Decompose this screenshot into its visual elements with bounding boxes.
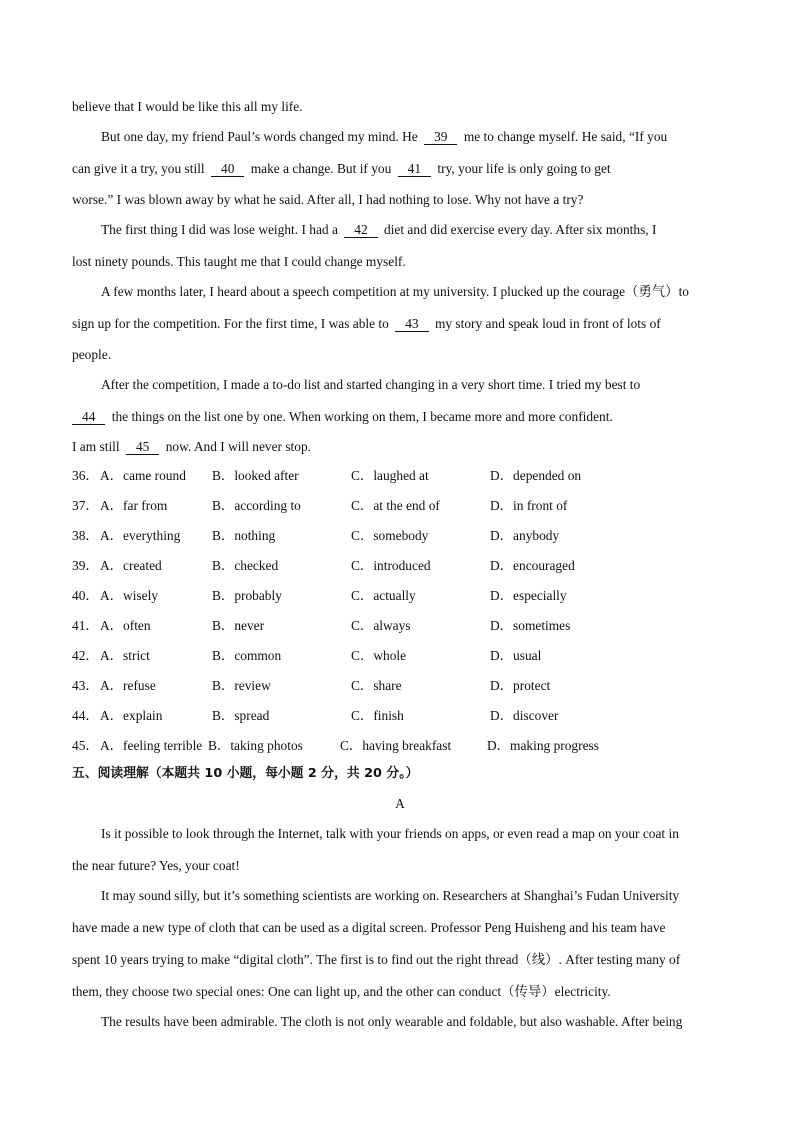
blank-42: 42 — [344, 222, 377, 238]
passage-text: The first thing I did was lose weight. I had a — [101, 222, 338, 237]
passage-line — [72, 160, 611, 178]
reading-line: spent 10 years trying to make “digital cloth”. The first is to find out the right thread（线）. After testing many of — [72, 952, 681, 967]
passage-line: After the competition, I made a to-do list and started changing in a very short time. I tried my best to — [101, 377, 641, 392]
option-a: A．far from — [100, 498, 168, 513]
passage-line — [72, 315, 661, 333]
option-c: C．at the end of — [351, 498, 440, 513]
blank-45: 45 — [126, 439, 159, 455]
passage-text: sign up for the competition. For the first time, I was able to — [72, 316, 389, 331]
option-d: D．encouraged — [490, 558, 575, 573]
passage-line: people. — [72, 347, 112, 362]
option-b: B．according to — [212, 498, 301, 513]
passage-line: worse.” I was blown away by what he said. After all, I had nothing to lose. Why not have a try? — [72, 192, 584, 207]
option-d: D．usual — [490, 648, 542, 663]
blank-43: 43 — [395, 316, 428, 332]
question-row — [72, 587, 732, 605]
question-number: 38． — [72, 528, 99, 543]
option-b: B．never — [212, 618, 265, 633]
option-c: C．laughed at — [351, 468, 429, 483]
question-number: 44． — [72, 708, 99, 723]
option-c: C．share — [351, 678, 402, 693]
passage-text: the things on the list one by one. When working on them, I became more and more confident. — [111, 409, 613, 424]
option-d: D．in front of — [490, 498, 568, 513]
question-row — [72, 677, 732, 695]
section-heading: 五、阅读理解（本题共 10 小题，每小题 2 分，共 20 分。） — [72, 766, 419, 781]
passage-line: A few months later, I heard about a speech competition at my university. I plucked up the courage（勇气）to — [101, 284, 689, 299]
blank-44: 44 — [72, 409, 105, 425]
question-number: 40． — [72, 588, 99, 603]
reading-line: them, they choose two special ones: One can light up, and the other can conduct（传导）electricity. — [72, 984, 611, 999]
option-d: D．depended on — [490, 468, 582, 483]
option-b: B．looked after — [212, 468, 299, 483]
question-row — [72, 647, 732, 665]
passage-text: can give it a try, you still — [72, 161, 205, 176]
question-number: 36． — [72, 468, 99, 483]
question-number: 37． — [72, 498, 99, 513]
blank-40: 40 — [211, 161, 244, 177]
option-b: B．checked — [212, 558, 279, 573]
reading-line: Is it possible to look through the Internet, talk with your friends on apps, or even read a map on your coat in — [101, 826, 679, 841]
passage-label: A — [395, 796, 405, 811]
option-a: A．often — [100, 618, 151, 633]
question-number: 41． — [72, 618, 99, 633]
question-row — [72, 707, 732, 725]
passage-text: But one day, my friend Paul’s words changed my mind. He — [101, 129, 418, 144]
option-b: B．probably — [212, 588, 282, 603]
option-b: B．taking photos — [208, 738, 303, 753]
option-a: A．wisely — [100, 588, 159, 603]
reading-line: It may sound silly, but it’s something scientists are working on. Researchers at Shanghai’s Fudan University — [101, 888, 680, 903]
passage-line — [72, 438, 311, 456]
option-b: B．review — [212, 678, 271, 693]
option-d: D．discover — [490, 708, 559, 723]
option-a: A．everything — [100, 528, 181, 543]
option-c: C．always — [351, 618, 411, 633]
option-b: B．nothing — [212, 528, 276, 543]
option-b: B．common — [212, 648, 282, 663]
option-a: A．feeling terrible — [100, 738, 203, 753]
option-d: D．especially — [490, 588, 567, 603]
question-row — [72, 527, 732, 545]
passage-line — [101, 221, 656, 239]
passage-text: now. And I will never stop. — [165, 439, 312, 454]
passage-line: believe that I would be like this all my life. — [72, 99, 303, 114]
question-number: 45． — [72, 738, 99, 753]
question-number: 43． — [72, 678, 99, 693]
option-c: C．somebody — [351, 528, 429, 543]
question-row — [72, 557, 732, 575]
option-d: D．making progress — [487, 738, 599, 753]
passage-text: my story and speak loud in front of lots of — [434, 316, 661, 331]
option-c: C．having breakfast — [340, 738, 452, 753]
option-a: A．created — [100, 558, 162, 573]
option-a: A．explain — [100, 708, 163, 723]
passage-text: me to change myself. He said, “If you — [463, 129, 668, 144]
reading-line: have made a new type of cloth that can be used as a digital screen. Professor Peng Huisheng and his team have — [72, 920, 666, 935]
passage-line — [101, 128, 667, 146]
option-c: C．whole — [351, 648, 407, 663]
option-d: D．protect — [490, 678, 551, 693]
passage-line — [72, 408, 613, 426]
option-d: D．anybody — [490, 528, 560, 543]
question-number: 39． — [72, 558, 99, 573]
option-c: C．finish — [351, 708, 404, 723]
reading-line: The results have been admirable. The cloth is not only wearable and foldable, but also washable. After being — [101, 1014, 683, 1029]
reading-line: the near future? Yes, your coat! — [72, 858, 240, 873]
passage-text: I am still — [72, 439, 120, 454]
option-d: D．sometimes — [490, 618, 571, 633]
passage-text: try, your life is only going to get — [437, 161, 611, 176]
option-c: C．introduced — [351, 558, 431, 573]
option-b: B．spread — [212, 708, 270, 723]
passage-text: diet and did exercise every day. After six months, I — [384, 222, 657, 237]
option-a: A．came round — [100, 468, 186, 483]
blank-39: 39 — [424, 129, 457, 145]
question-number: 42． — [72, 648, 99, 663]
question-row — [72, 467, 732, 485]
question-row — [72, 737, 732, 755]
question-row — [72, 497, 732, 515]
passage-text: make a change. But if you — [250, 161, 392, 176]
blank-41: 41 — [398, 161, 431, 177]
option-a: A．strict — [100, 648, 150, 663]
option-a: A．refuse — [100, 678, 156, 693]
option-c: C．actually — [351, 588, 416, 603]
question-row — [72, 617, 732, 635]
passage-line: lost ninety pounds. This taught me that I could change myself. — [72, 254, 406, 269]
